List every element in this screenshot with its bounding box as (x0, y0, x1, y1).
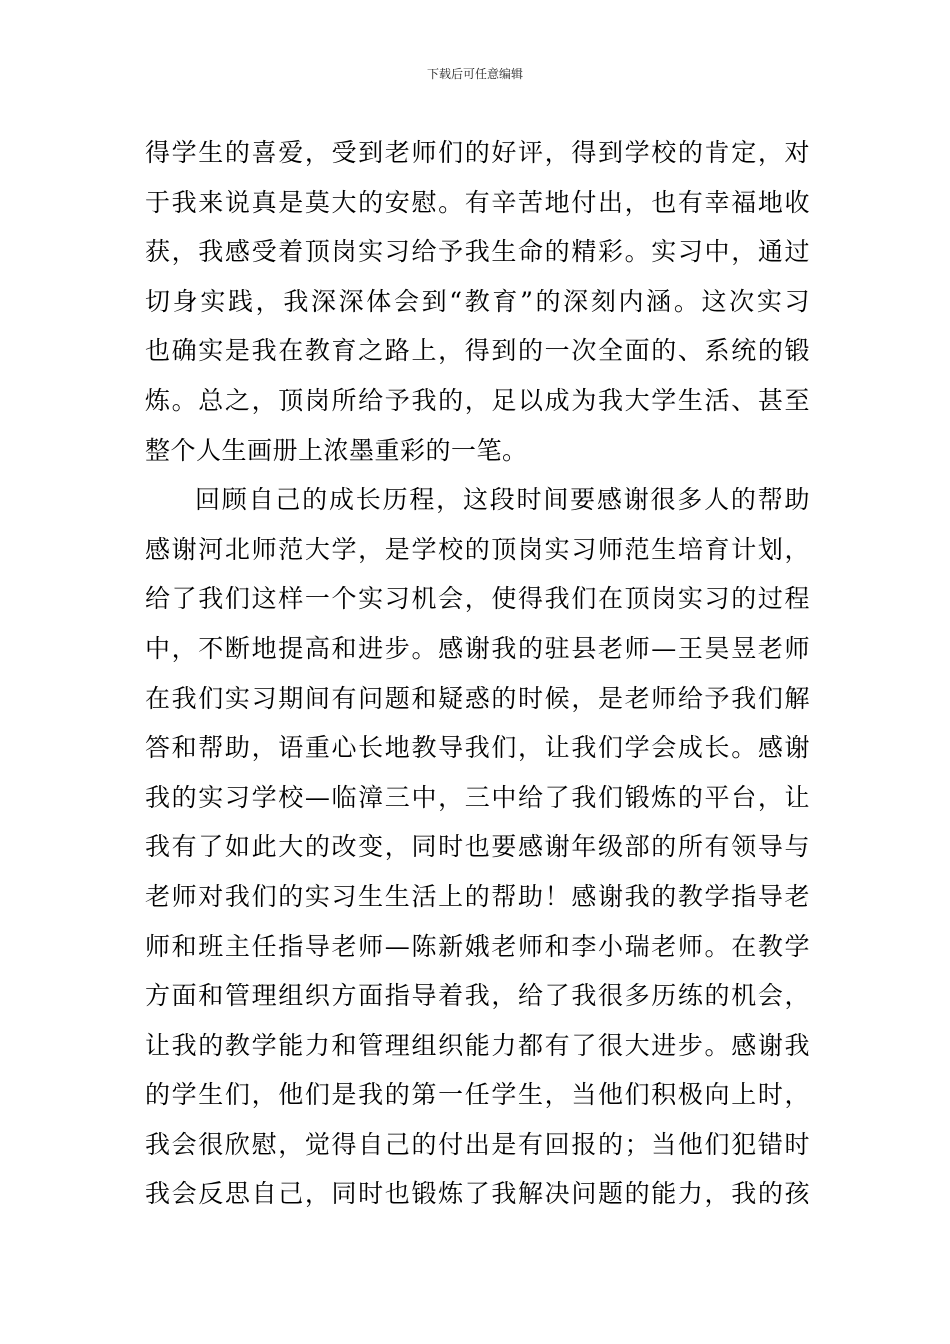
page-header: 下载后可任意编辑 (426, 67, 523, 81)
text-line: 整个人生画册上浓墨重彩的一笔。 (145, 435, 528, 465)
text-line: 在我们实习期间有问题和疑惑的时候，是老师给予我们解 (145, 683, 810, 713)
body-text (145, 128, 810, 1219)
text-line: 师和班主任指导老师—陈新娥老师和李小瑞老师。在教学 (145, 931, 810, 961)
text-line: 回顾自己的成长历程，这段时间要感谢很多人的帮助 (195, 485, 810, 515)
text-line: 于我来说真是莫大的安慰。有辛苦地付出，也有幸福地收 (145, 187, 810, 217)
text-line: 切身实践，我深深体会到“教育”的深刻内涵。这次实习 (145, 286, 810, 316)
text-line: 方面和管理组织方面指导着我，给了我很多历练的机会， (145, 981, 810, 1011)
text-line: 获，我感受着顶岗实习给予我生命的精彩。实习中，通过 (145, 237, 810, 267)
text-line: 我会反思自己，同时也锻炼了我解决问题的能力，我的孩 (145, 1179, 810, 1209)
text-line: 得学生的喜爱，受到老师们的好评，得到学校的肯定，对 (145, 138, 810, 167)
text-line: 炼。总之，顶岗所给予我的，足以成为我大学生活、甚至 (145, 385, 810, 415)
text-line: 我有了如此大的改变，同时也要感谢年级部的所有领导与 (145, 832, 810, 862)
paragraph-2 (145, 475, 810, 1219)
text-line: 我的实习学校—临漳三中，三中给了我们锻炼的平台，让 (145, 782, 810, 812)
text-line: 中，不断地提高和进步。感谢我的驻县老师—王昊昱老师 (145, 633, 810, 663)
text-line: 也确实是我在教育之路上，得到的一次全面的、系统的锻 (145, 336, 810, 366)
text-line: 答和帮助，语重心长地教导我们，让我们学会成长。感谢 (145, 733, 810, 763)
text-line: 让我的教学能力和管理组织能力都有了很大进步。感谢我 (145, 1030, 810, 1060)
text-line: 的学生们，他们是我的第一任学生，当他们积极向上时， (145, 1080, 810, 1110)
text-line: 感谢河北师范大学，是学校的顶岗实习师范生培育计划， (145, 534, 810, 564)
paragraph-1 (145, 128, 810, 475)
text-line: 老师对我们的实习生生活上的帮助！感谢我的教学指导老 (145, 881, 810, 911)
text-line: 我会很欣慰，觉得自己的付出是有回报的；当他们犯错时 (145, 1129, 810, 1159)
text-line: 给了我们这样一个实习机会，使得我们在顶岗实习的过程 (145, 584, 810, 614)
